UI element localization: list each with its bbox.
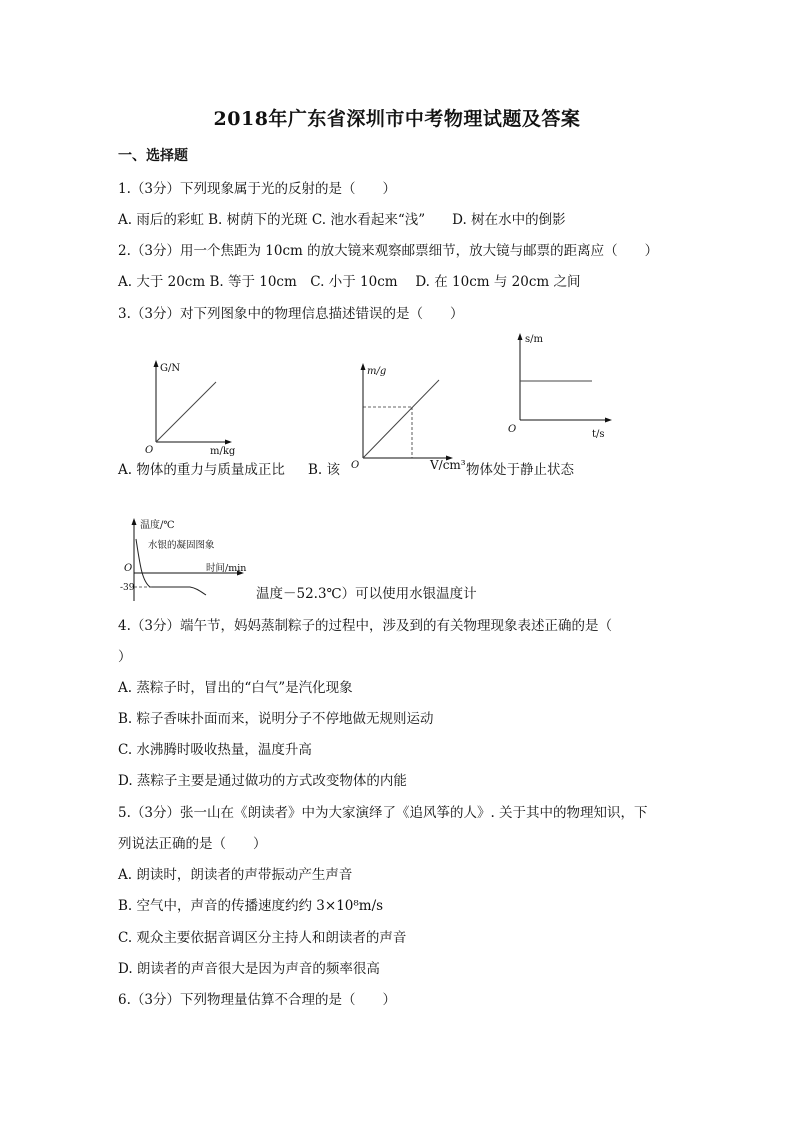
q2-options: A. 大于 20cm B. 等于 10cm C. 小于 10cm D. 在 10cm 与 20cm 之间	[118, 274, 581, 290]
graph-d-caption: 水银的凝固图象	[148, 540, 215, 551]
q5-option-b: B. 空气中，声音的传播速度约约 3×10⁸m/s	[118, 898, 384, 914]
q3-stem: 3.（3分）对下列图象中的物理信息描述错误的是（ ）	[118, 306, 464, 322]
graph-c-y-label: s/m	[525, 334, 543, 345]
q5-stem: 5.（3分）张一山在《朗读者》中为大家演绎了《追风筝的人》. 关于其中的物理知识，下	[118, 805, 648, 821]
q4-stem-cont: ）	[118, 649, 132, 665]
graph-c-origin: O	[508, 424, 517, 435]
q3-option-d-partial: 温度－52.3℃）可以使用水银温度计	[256, 586, 477, 602]
q5-stem-cont: 列说法正确的是（ ）	[118, 836, 267, 852]
section-heading: 一、选择题	[118, 148, 188, 164]
q4-stem: 4.（3分）端午节，妈妈蒸制粽子的过程中，涉及到的有关物理现象表述正确的是（	[118, 618, 612, 634]
q5-option-a: A. 朗读时，朗读者的声带振动产生声音	[118, 867, 353, 883]
graph-a-proportional-line	[156, 382, 216, 442]
graph-d-origin: O	[124, 563, 133, 574]
q5-option-d: D. 朗读者的声音很大是因为声音的频率很高	[118, 961, 380, 977]
q4-option-c: C. 水沸腾时吸收热量，温度升高	[118, 742, 312, 758]
graph-b-y-label: m/g	[367, 366, 387, 377]
graph-b-x-label: V/cm³	[430, 458, 466, 472]
q3-option-a: A. 物体的重力与质量成正比	[118, 462, 285, 478]
q3-option-c-partial: 物体处于静止状态	[466, 462, 574, 478]
q4-option-b: B. 粽子香味扑面而来，说明分子不停地做无规则运动	[118, 711, 434, 727]
graph-mercury-solidification	[120, 515, 250, 605]
graph-d-x-label: 时间/min	[206, 563, 247, 574]
q2-stem: 2.（3分）用一个焦距为 10cm 的放大镜来观察邮票细节，放大镜与邮票的距离应（ ）	[118, 243, 659, 259]
graph-d-y-label: 温度/℃	[140, 520, 175, 531]
q1-stem: 1.（3分）下列现象属于光的反射的是（ ）	[118, 181, 396, 197]
q6-stem: 6.（3分）下列物理量估算不合理的是（ ）	[118, 992, 396, 1008]
graph-c-x-label: t/s	[592, 429, 605, 440]
graph-b-line	[363, 380, 439, 458]
graph-mass-volume	[353, 362, 463, 472]
q1-options: A. 雨后的彩虹 B. 树荫下的光斑 C. 池水看起来“浅” D. 树在水中的倒影	[118, 212, 566, 228]
graph-gravity-mass	[145, 360, 248, 460]
graph-distance-time	[508, 330, 618, 440]
graph-a-x-label: m/kg	[210, 446, 236, 457]
graph-d-tick: -39	[120, 583, 135, 593]
q4-option-a: A. 蒸粽子时，冒出的“白气”是汽化现象	[118, 680, 353, 696]
q3-option-b-partial: B. 该	[308, 462, 341, 478]
graph-b-origin: O	[351, 460, 360, 471]
q4-option-d: D. 蒸粽子主要是通过做功的方式改变物体的内能	[118, 773, 407, 789]
page-title: 2018年广东省深圳市中考物理试题及答案	[213, 108, 581, 130]
q5-option-c: C. 观众主要依据音调区分主持人和朗读者的声音	[118, 930, 407, 946]
graph-a-y-label: G/N	[160, 363, 181, 374]
graph-a-origin: O	[145, 445, 154, 456]
